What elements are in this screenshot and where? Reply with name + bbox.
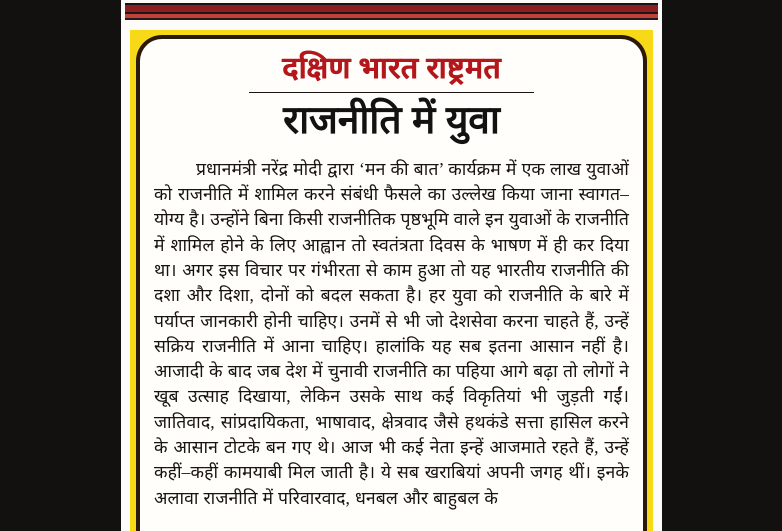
backdrop-right (661, 0, 782, 531)
masthead-rules (121, 0, 662, 30)
rule-line-bottom (125, 18, 658, 20)
article-body (154, 157, 629, 511)
masthead-divider (249, 92, 534, 94)
yellow-frame (130, 30, 653, 531)
article-headline: राजनीति में युवा (283, 99, 500, 143)
article-paragraph: प्रधानमंत्री नरेंद्र मोदी द्वारा ‘मन की बात’ कार्यक्रम में एक लाख युवाओं को राजनीति में शामिल करने संबंधी फैसले का उल्लेख किया जाना स्वागत–योग्य है। उन्होंने बिना किसी राजनीतिक पृष्ठभूमि वाले इन युवाओं के राजनीति में शामिल होने के लिए आह्वान तो स्वतंत्रता दिवस के भाषण में ही कर दिया था। अगर इस विचार पर गंभीरता से काम हुआ तो यह भारतीय राजनीति की दशा और दिशा, दोनों को बदल सकता है। हर युवा को राजनीति के बारे में पर्याप्त जानकारी होनी चाहिए। उनमें से भी जो देशसेवा करना चाहते हैं, उन्हें सक्रिय राजनीति में आना चाहिए। हालांकि यह सब इतना आसान नहीं है। आजादी के बाद जब देश में चुनावी राजनीति का पहिया आगे बढ़ा तो लोगों ने खूब उत्साह दिखाया, लेकिन उसके साथ कई विकृतियां भी जुड़ती गईं। जातिवाद, सांप्रदायिकता, भाषावाद, क्षेत्रवाद जैसे हथकंडे सत्ता हासिल करने के आसान टोटके बन गए थे। आज भी कई नेता इन्हें आजमाते रहते हैं, उन्हें कहीं–कहीं कामयाबी मिल जाती है। ये सब खराबियां अपनी जगह थीं। इनके अलावा राजनीति में परिवारवाद, धनबल और बाहुबल के (154, 158, 629, 508)
editorial-card (136, 35, 647, 531)
masthead-title: दक्षिण भारत राष्ट्रमत (282, 52, 501, 85)
backdrop-left (0, 0, 121, 531)
newspaper-page (121, 0, 662, 531)
rule-band-maroon (125, 5, 658, 12)
